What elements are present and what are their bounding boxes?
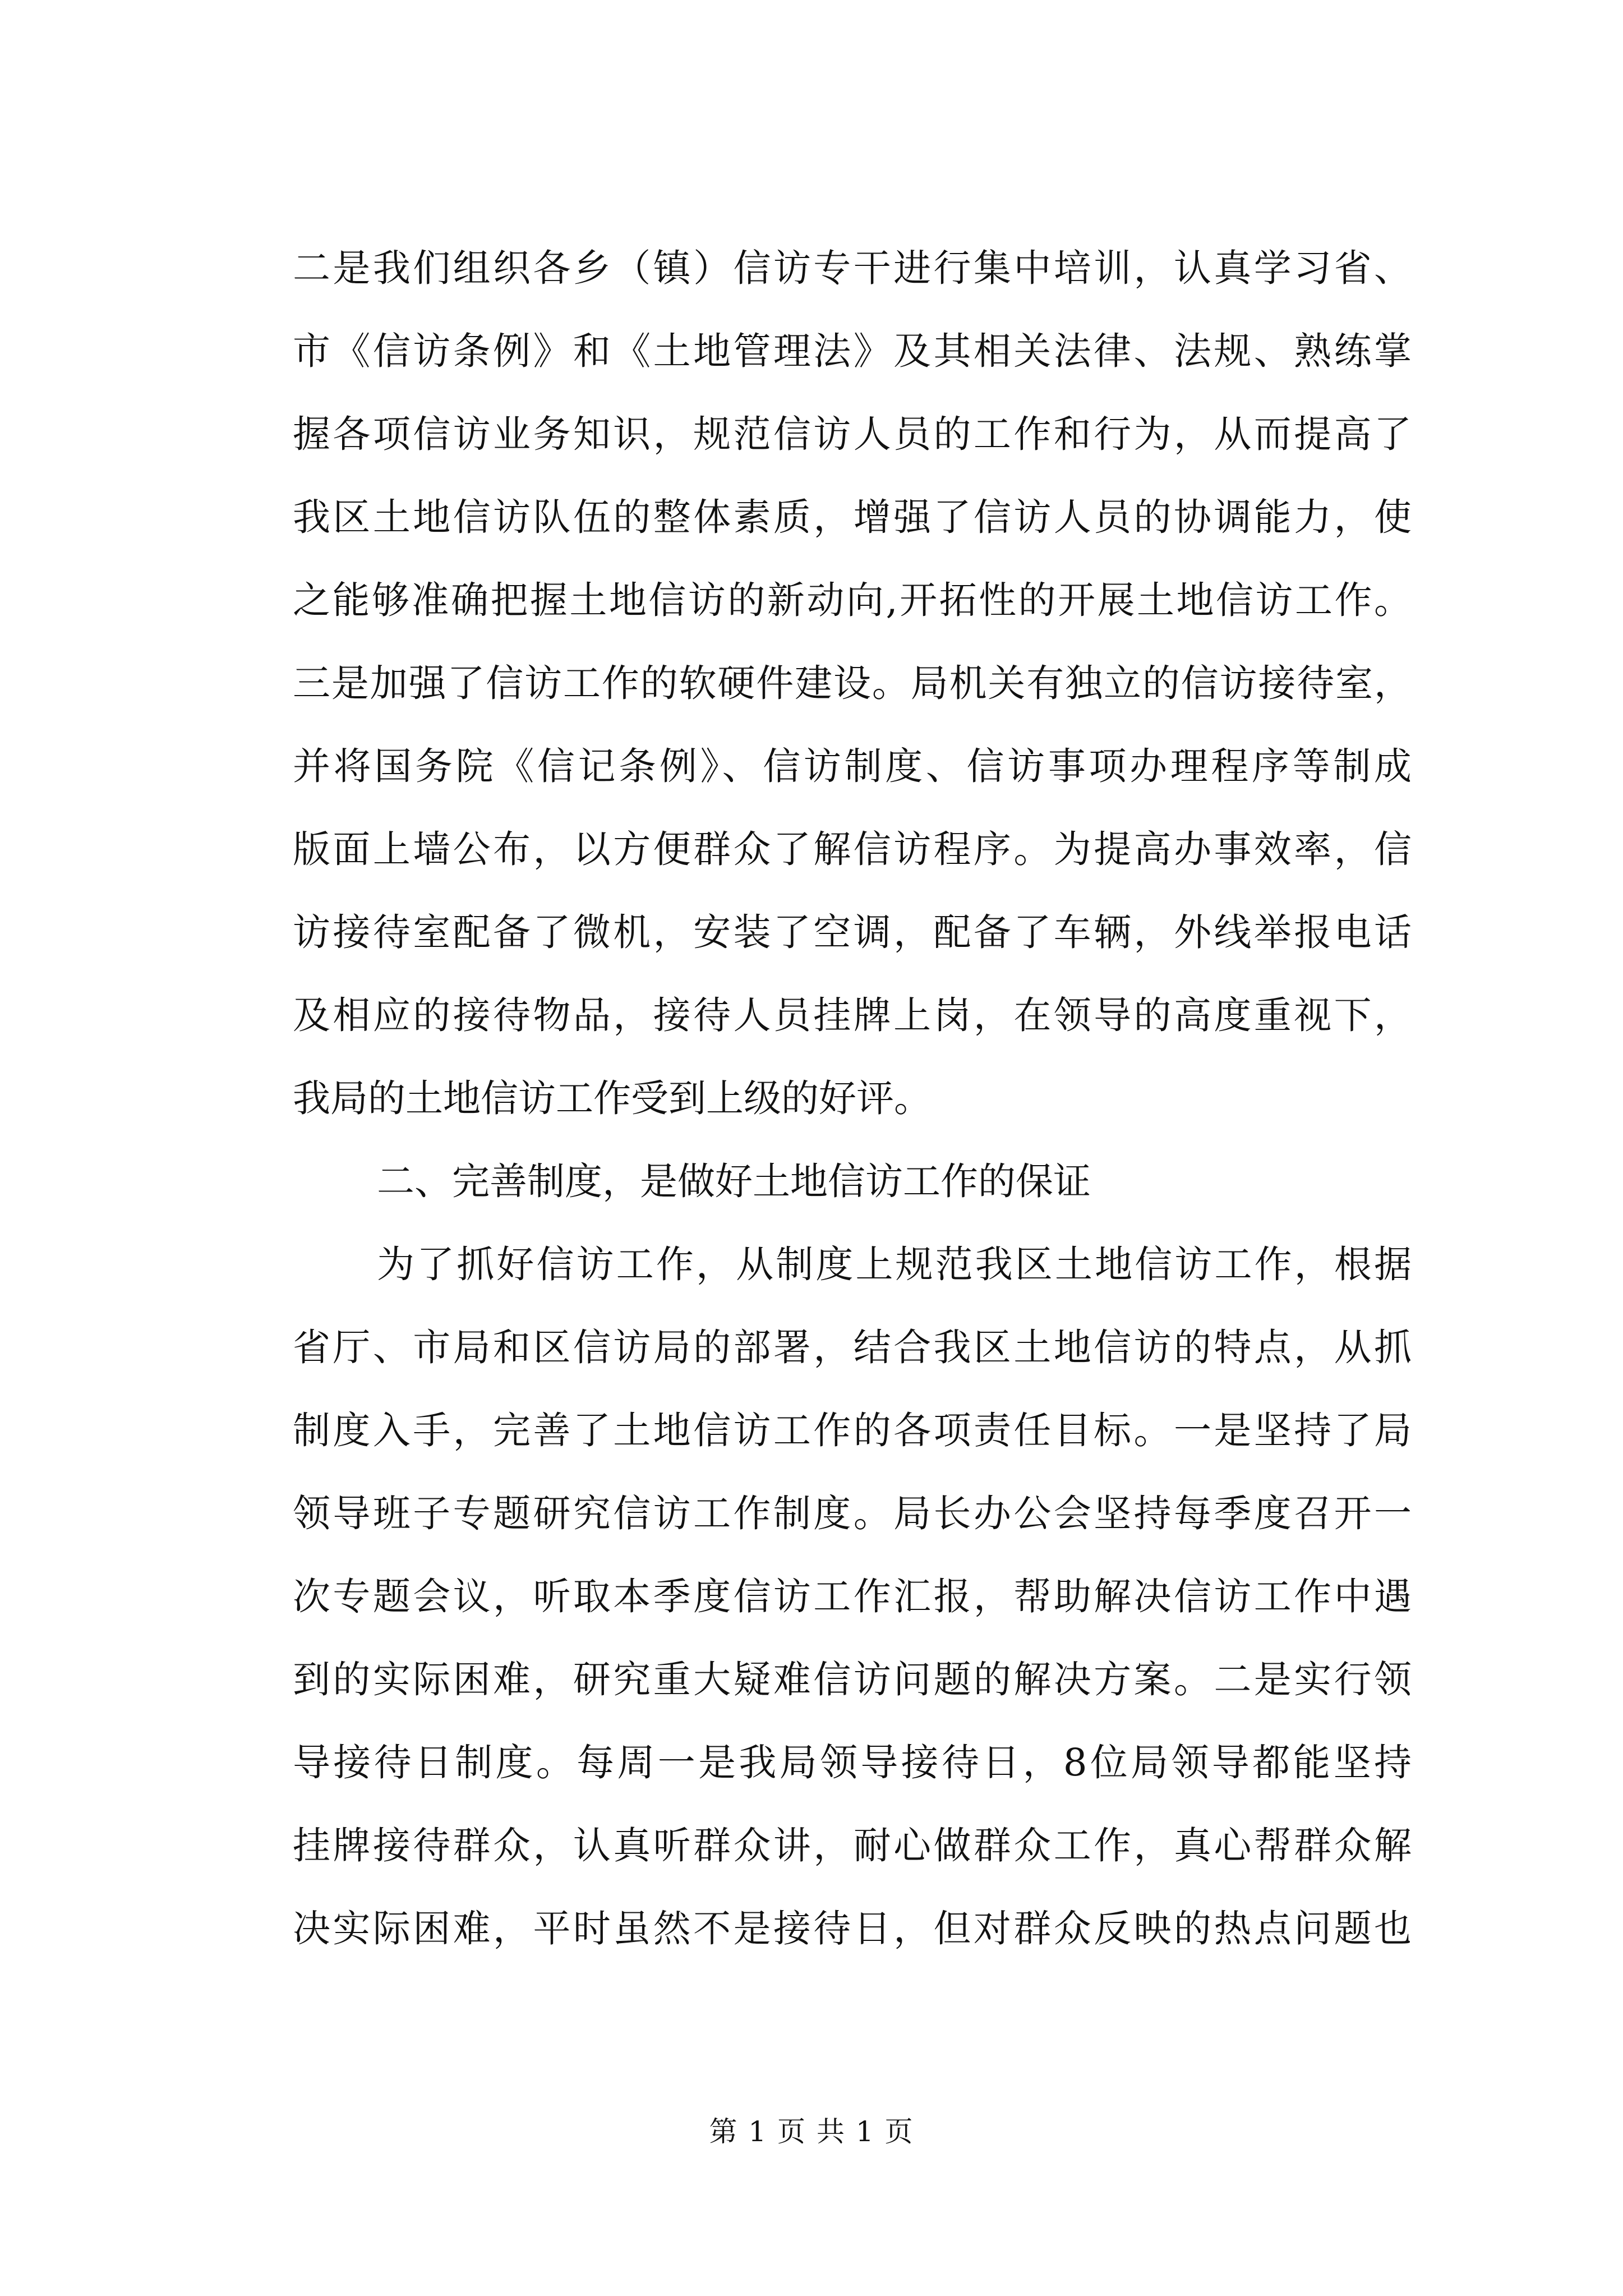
text-line: 我区土地信访队伍的整体素质，增强了信访人员的协调能力，使 [293,495,1412,539]
text-line: 版面上墙公布，以方便群众了解信访程序。为提高办事效率，信 [293,827,1412,871]
text-line: 次专题会议，听取本季度信访工作汇报，帮助解决信访工作中遇 [293,1575,1412,1618]
text-line: 市《信访条例》和《土地管理法》及其相关法律、法规、熟练掌 [293,329,1412,373]
text-line: 并将国务院《信记条例》、信访制度、信访事项办理程序等制成 [293,744,1412,788]
text-line: 导接待日制度。每周一是我局领导接待日，8位局领导都能坚持 [293,1741,1412,1784]
text-line: 决实际困难，平时虽然不是接待日，但对群众反映的热点问题也 [293,1907,1412,1950]
document-body [293,227,1412,1970]
text-line: 二是我们组织各乡（镇）信访专干进行集中培训，认真学习省、 [293,246,1412,290]
text-line: 之能够准确把握土地信访的新动向,开拓性的开展土地信访工作。 [293,578,1412,622]
text-line: 制度入手，完善了土地信访工作的各项责任目标。一是坚持了局 [293,1409,1412,1452]
page-number-footer: 第 1 页 共 1 页 [709,2115,914,2148]
text-line: 领导班子专题研究信访工作制度。局长办公会坚持每季度召开一 [293,1492,1412,1535]
text-line: 三是加强了信访工作的软硬件建设。局机关有独立的信访接待室， [293,661,1412,705]
text-line: 为了抓好信访工作，从制度上规范我区土地信访工作，根据 [377,1243,1412,1286]
section-heading: 二、完善制度，是做好土地信访工作的保证 [377,1159,1091,1203]
text-line: 到的实际困难，研究重大疑难信访问题的解决方案。二是实行领 [293,1658,1412,1701]
text-line: 我局的土地信访工作受到上级的好评。 [293,1076,932,1120]
text-line: 挂牌接待群众，认真听群众讲，耐心做群众工作，真心帮群众解 [293,1824,1412,1867]
text-line: 及相应的接待物品，接待人员挂牌上岗，在领导的高度重视下， [293,993,1412,1037]
text-line: 握各项信访业务知识，规范信访人员的工作和行为，从而提高了 [293,412,1412,456]
text-line: 省厅、市局和区信访局的部署，结合我区土地信访的特点，从抓 [293,1326,1412,1369]
text-line: 访接待室配备了微机，安装了空调，配备了车辆，外线举报电话 [293,910,1412,954]
